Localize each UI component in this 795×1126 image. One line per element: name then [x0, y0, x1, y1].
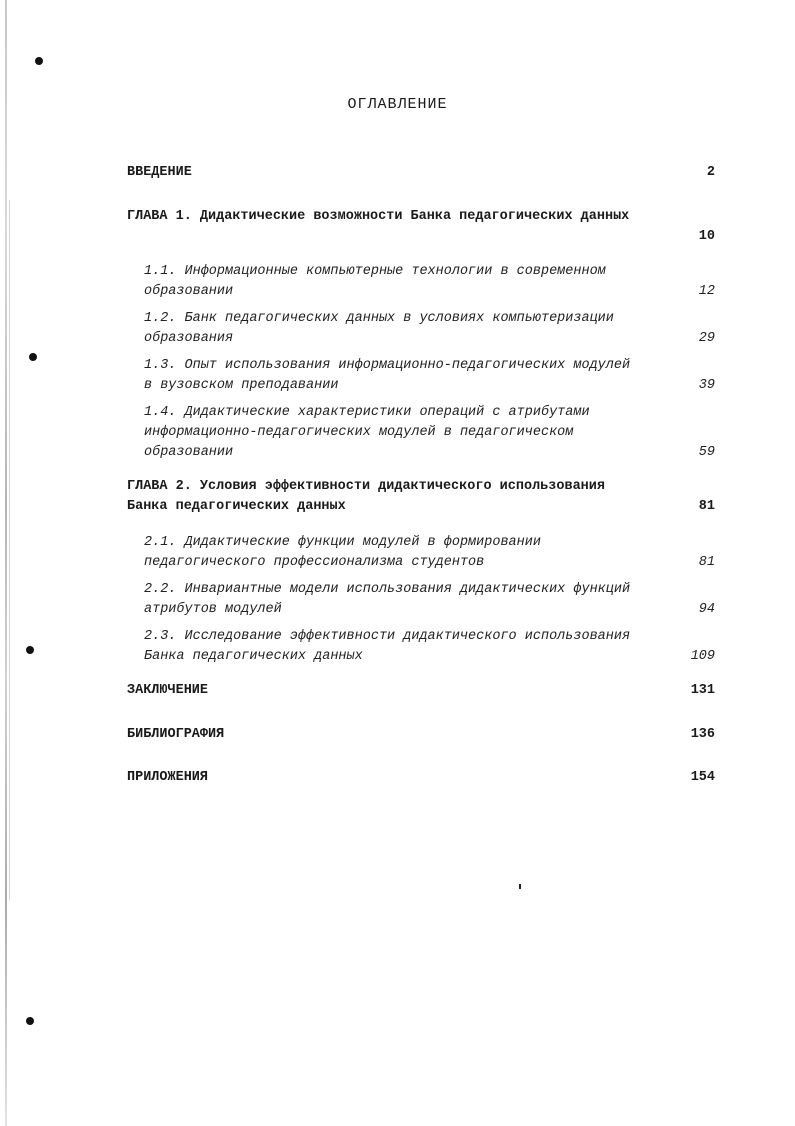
toc-page-number: 109: [690, 649, 715, 664]
toc-title: ОГЛАВЛЕНИЕ: [347, 96, 448, 113]
toc-entry-section-2-3[interactable]: [144, 627, 715, 667]
toc-entry-chapter-2[interactable]: [127, 477, 715, 517]
toc-entry-label-line: ГЛАВА 2. Условия эффективности дидактического использования: [127, 479, 605, 494]
binding-hole-mark: [35, 57, 43, 65]
toc-entry-label-line: Банка педагогических данных: [127, 499, 346, 514]
toc-entry-section-1-3[interactable]: [144, 356, 715, 396]
toc-entry-appendix[interactable]: [127, 768, 715, 788]
toc-entry-label-line: атрибутов модулей: [144, 602, 282, 617]
toc-entry-label: ГЛАВА 1. Дидактические возможности Банка педагогических данных: [127, 209, 630, 224]
toc-entry-section-2-2[interactable]: [144, 580, 715, 620]
toc-entry-label-line: 1.3. Опыт использования информационно-педагогических модулей: [144, 358, 631, 373]
scan-edge-artifact: [5, 0, 7, 1126]
toc-page-number: 29: [698, 331, 715, 346]
toc-entry-label-line: 2.3. Исследование эффективности дидактического использования: [144, 629, 631, 644]
toc-page-number: 94: [698, 602, 715, 617]
toc-entry-label-line: педагогического профессионализма студентов: [144, 555, 485, 570]
toc-entry-label-line: Банка педагогических данных: [144, 649, 363, 664]
toc-entry-label-line: образования: [144, 331, 234, 346]
binding-hole-mark: [26, 646, 34, 654]
toc-page-number: 39: [698, 378, 715, 393]
toc-page-number: 59: [698, 445, 715, 460]
toc-entry-label: ВВЕДЕНИЕ: [127, 165, 192, 180]
scan-edge-artifact-secondary: [9, 200, 10, 900]
toc-entry-section-1-2[interactable]: [144, 309, 715, 349]
toc-page-number: 136: [690, 727, 715, 742]
toc-entry-label-line: 2.2. Инвариантные модели использования дидактических функций: [144, 582, 631, 597]
toc-entry-label: ПРИЛОЖЕНИЯ: [127, 770, 209, 785]
toc-entry-label: ЗАКЛЮЧЕНИЕ: [127, 683, 209, 698]
toc-page-number: 2: [706, 165, 715, 180]
toc-page-number: 154: [690, 770, 715, 785]
toc-page-number: 81: [698, 555, 715, 570]
toc-entry-label-line: образовании: [144, 284, 234, 299]
binding-hole-mark: [29, 353, 37, 361]
toc-entry-section-2-1[interactable]: [144, 533, 715, 573]
toc-entry-label: БИБЛИОГРАФИЯ: [127, 727, 225, 742]
toc-entry-label-line: информационно-педагогических модулей в педагогическом: [144, 425, 574, 440]
binding-hole-mark: [26, 1017, 34, 1025]
toc-entry-label-line: 2.1. Дидактические функции модулей в формировании: [144, 535, 541, 550]
toc-page-number: 81: [698, 499, 715, 514]
toc-entry-section-1-1[interactable]: [144, 262, 715, 302]
toc-page-number: 131: [690, 683, 715, 698]
scan-speck: [519, 884, 521, 889]
toc-entry-section-1-4[interactable]: [144, 403, 715, 463]
toc-entry-chapter-1[interactable]: [127, 207, 715, 247]
toc-entry-label-line: 1.2. Банк педагогических данных в условиях компьютеризации: [144, 311, 614, 326]
toc-entry-label-line: 1.1. Информационные компьютерные технологии в современном: [144, 264, 606, 279]
toc-page-number: 10: [698, 229, 715, 244]
toc-entry-label-line: в вузовском преподавании: [144, 378, 339, 393]
toc-entry-bibliography[interactable]: [127, 725, 715, 745]
toc-entry-conclusion[interactable]: [127, 681, 715, 701]
toc-page-number: 12: [698, 284, 715, 299]
toc-entry-intro[interactable]: [127, 163, 715, 183]
toc-entry-label-line: образовании: [144, 445, 234, 460]
toc-entry-label-line: 1.4. Дидактические характеристики операций с атрибутами: [144, 405, 590, 420]
